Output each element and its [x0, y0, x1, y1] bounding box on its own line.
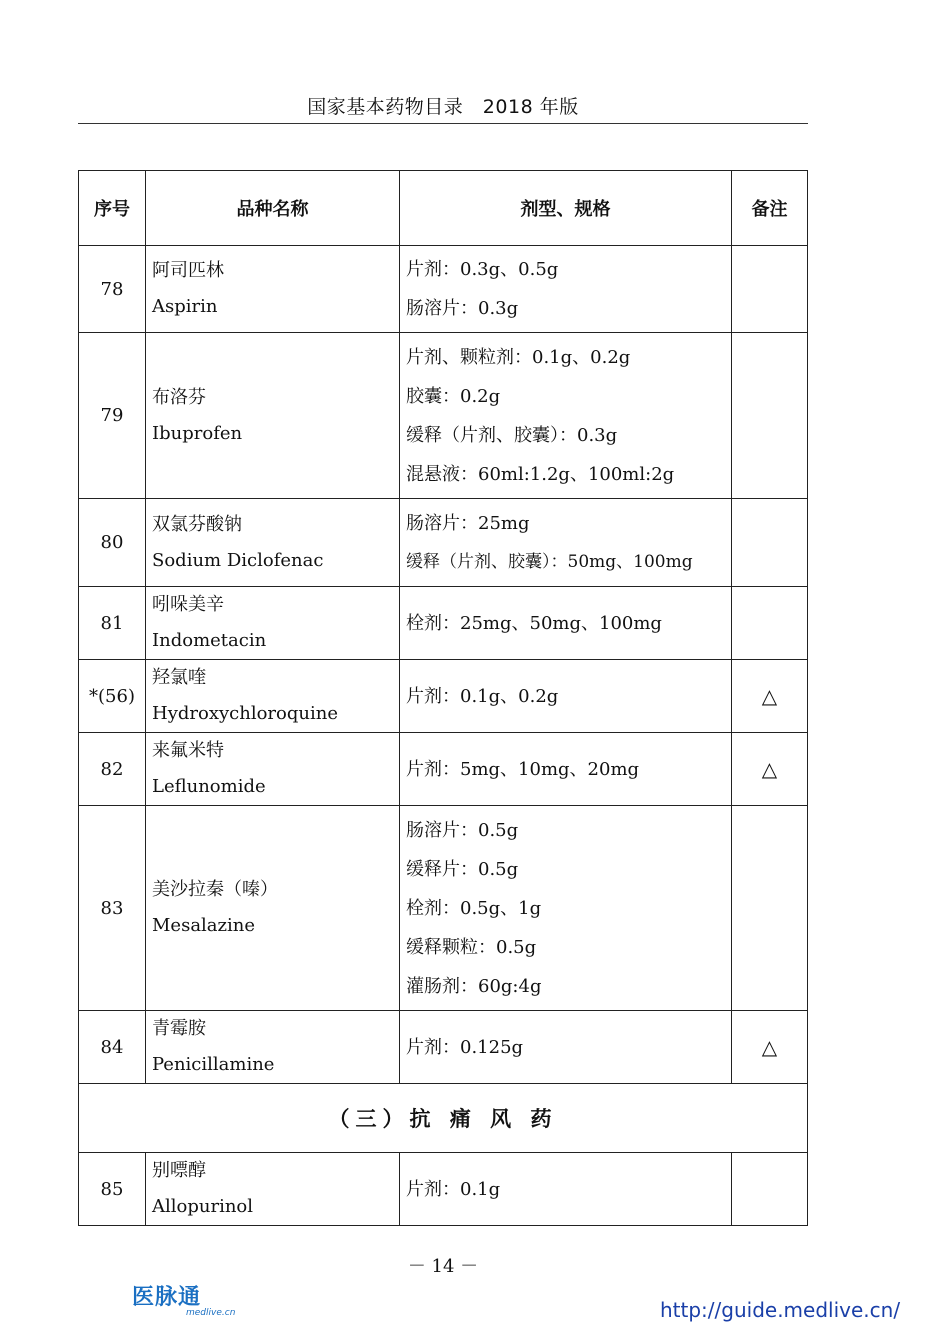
source-url-link[interactable]: http://guide.medlive.cn/ — [660, 1298, 901, 1322]
spec-line: 片剂：0.1g、0.2g — [406, 685, 559, 707]
row-number: 78 — [79, 246, 146, 333]
drug-spec — [400, 587, 732, 660]
drug-spec — [400, 806, 732, 1011]
spec-line: 片剂：0.3g、0.5g — [406, 259, 559, 280]
medlive-logo — [132, 1280, 242, 1324]
drug-name — [146, 733, 400, 806]
spec-line: 栓剂：0.5g、1g — [406, 897, 542, 919]
drug-name — [146, 660, 400, 733]
section-title: （三）抗 痛 风 药 — [79, 1084, 808, 1153]
col-header-spec: 剂型、规格 — [400, 171, 732, 246]
spec-line: 肠溶片：25mg — [406, 512, 530, 534]
row-number: *(56) — [79, 660, 146, 733]
row-number: 83 — [79, 806, 146, 1011]
drug-name-cn: 羟氯喹 — [152, 667, 206, 688]
page-number: － 14 － — [407, 1256, 479, 1277]
spec-line: 片剂：5mg、10mg、20mg — [406, 758, 640, 780]
spec-line: 肠溶片：0.3g — [406, 298, 519, 319]
table-row — [79, 660, 808, 733]
row-number: 85 — [79, 1153, 146, 1226]
drug-spec — [400, 733, 732, 806]
table-row — [79, 587, 808, 660]
row-number: 84 — [79, 1011, 146, 1084]
table-row — [79, 499, 808, 587]
drug-name — [146, 1153, 400, 1226]
header-rule — [78, 123, 808, 124]
drug-name-cn: 别嘌醇 — [152, 1160, 206, 1181]
spec-line: 灌肠剂：60g:4g — [406, 975, 542, 997]
spec-line: 混悬液：60ml:1.2g、100ml:2g — [406, 463, 675, 485]
spec-line: 片剂：0.125g — [406, 1036, 524, 1058]
drug-name-cn: 双氯芬酸钠 — [152, 513, 242, 535]
spec-line: 肠溶片：0.5g — [406, 819, 519, 841]
drug-name — [146, 587, 400, 660]
drug-note — [732, 333, 808, 499]
spec-line: 栓剂：25mg、50mg、100mg — [406, 612, 662, 634]
spec-line: 胶囊：0.2g — [406, 385, 501, 407]
table-row — [79, 806, 808, 1011]
table-row — [79, 246, 808, 333]
drug-table — [78, 170, 808, 1226]
drug-spec — [400, 246, 732, 333]
drug-name-en: Indometacin — [152, 630, 267, 651]
spec-line: 缓释片：0.5g — [406, 858, 519, 880]
drug-note — [732, 587, 808, 660]
drug-spec — [400, 1153, 732, 1226]
drug-name — [146, 806, 400, 1011]
drug-name-cn: 青霉胺 — [152, 1018, 206, 1039]
spec-line: 缓释颗粒：0.5g — [406, 936, 537, 958]
drug-name — [146, 1011, 400, 1084]
drug-name-cn: 阿司匹林 — [152, 260, 224, 281]
drug-name-cn: 布洛芬 — [152, 386, 206, 408]
row-number: 81 — [79, 587, 146, 660]
drug-name-en: Allopurinol — [152, 1196, 254, 1217]
drug-name-cn: 美沙拉秦（嗪） — [152, 879, 278, 900]
drug-name-en: Mesalazine — [152, 915, 256, 936]
spec-line: 缓释（片剂、胶囊）：0.3g — [406, 424, 618, 446]
drug-note — [732, 246, 808, 333]
spec-line: 片剂、颗粒剂：0.1g、0.2g — [406, 346, 631, 368]
row-number: 79 — [79, 333, 146, 499]
table-row — [79, 333, 808, 499]
drug-name-en: Penicillamine — [152, 1054, 275, 1075]
page-header-title: 国家基本药物目录 2018 年版 — [307, 96, 579, 118]
spec-line: 缓释（片剂、胶囊）：50mg、100mg — [406, 551, 693, 572]
col-header-note: 备注 — [732, 171, 808, 246]
table-row — [79, 733, 808, 806]
drug-note-triangle: △ — [732, 660, 808, 733]
drug-name-cn: 吲哚美辛 — [152, 594, 224, 615]
drug-note — [732, 1153, 808, 1226]
drug-spec — [400, 660, 732, 733]
table-header-row — [79, 171, 808, 246]
drug-spec — [400, 499, 732, 587]
row-number: 80 — [79, 499, 146, 587]
col-header-name: 品种名称 — [146, 171, 400, 246]
drug-name-en: Sodium Diclofenac — [152, 549, 324, 571]
drug-name — [146, 246, 400, 333]
row-number: 82 — [79, 733, 146, 806]
drug-name-cn: 来氟米特 — [152, 740, 224, 761]
drug-note — [732, 806, 808, 1011]
drug-spec — [400, 1011, 732, 1084]
drug-note-triangle: △ — [732, 1011, 808, 1084]
logo-sub-text: medlive.cn — [186, 1308, 236, 1318]
spec-line: 片剂：0.1g — [406, 1178, 501, 1200]
drug-spec — [400, 333, 732, 499]
logo-main-text: 医脉通 — [132, 1285, 202, 1310]
col-header-number: 序号 — [79, 171, 146, 246]
drug-note-triangle: △ — [732, 733, 808, 806]
table-row — [79, 1153, 808, 1226]
drug-name-en: Hydroxychloroquine — [152, 703, 338, 724]
drug-name — [146, 333, 400, 499]
drug-note — [732, 499, 808, 587]
drug-name-en: Ibuprofen — [152, 422, 243, 444]
drug-name-en: Aspirin — [152, 296, 218, 317]
section-row — [79, 1084, 808, 1153]
drug-name-en: Leflunomide — [152, 776, 266, 797]
drug-name — [146, 499, 400, 587]
table-row — [79, 1011, 808, 1084]
